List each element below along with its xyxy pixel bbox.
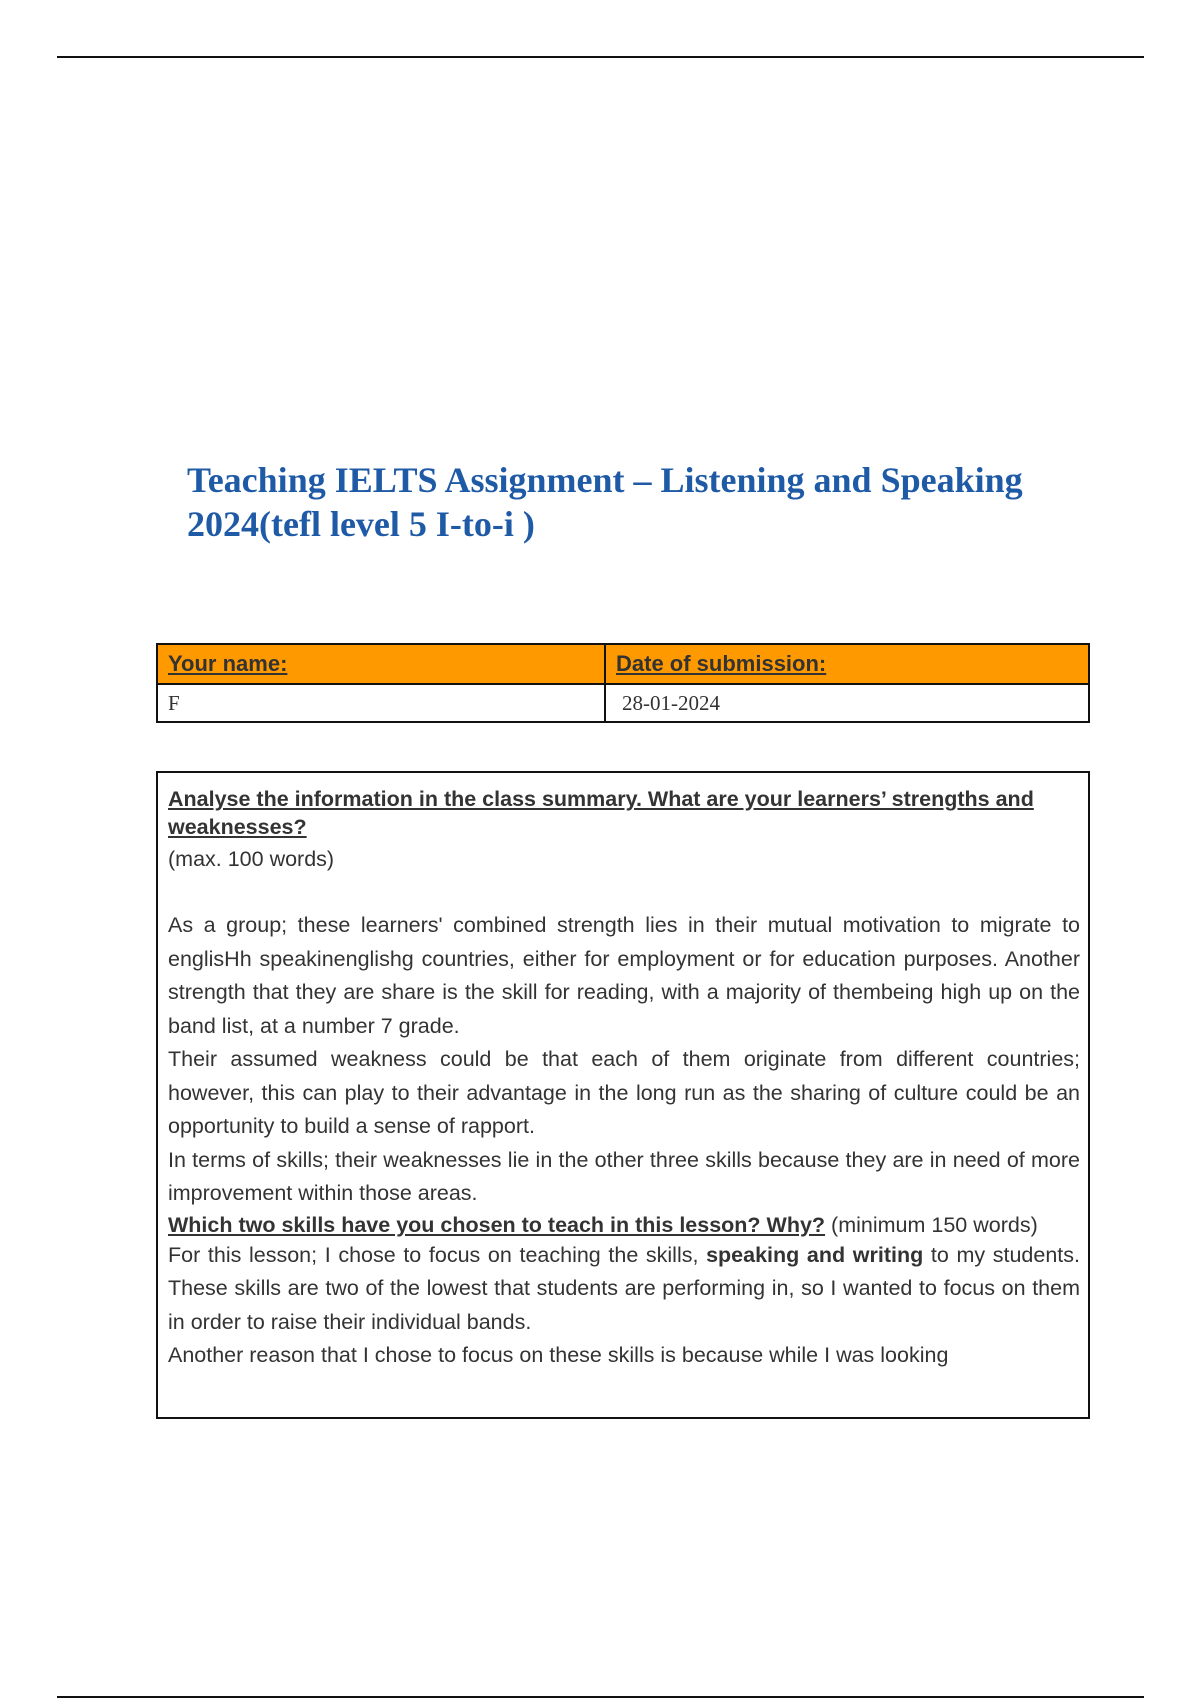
document-title xyxy=(187,458,1087,546)
answer-bold-skills: speaking and writing xyxy=(706,1242,924,1267)
info-value-row xyxy=(157,684,1089,722)
question-skills-chosen xyxy=(168,1211,1080,1239)
name-value: F xyxy=(157,684,605,722)
submission-info-table xyxy=(156,643,1090,723)
answer-text: For this lesson; I chose to focus on teaching the skills, xyxy=(168,1242,707,1267)
date-header: Date of submission: xyxy=(605,644,1089,684)
name-header: Your name: xyxy=(157,644,605,684)
question-skills-label: Which two skills have you chosen to teach in this lesson? Why? xyxy=(168,1212,826,1237)
answer-paragraph xyxy=(168,1239,1080,1340)
date-value: 28-01-2024 xyxy=(605,684,1089,722)
title-line-1: Teaching IELTS Assignment – Listening and Speaking xyxy=(187,460,1023,500)
answer-paragraph: In terms of skills; their weaknesses lie in the other three skills because they are in need of more improvement within those areas. xyxy=(168,1147,1080,1205)
answer-text: to my students. These skills are two of the lowest that students are performing in, so I wanted to focus on them in order to raise their individual bands. xyxy=(168,1242,1080,1334)
question-strengths-weaknesses: Analyse the information in the class summary. What are your learners’ strengths and weaknesses? xyxy=(168,787,1034,839)
word-limit-note: (max. 100 words) xyxy=(168,847,335,871)
answer-paragraph: Another reason that I chose to focus on these skills is because while I was looking xyxy=(168,1343,949,1367)
info-header-row xyxy=(157,644,1089,684)
top-rule xyxy=(57,56,1144,58)
title-line-2: 2024(tefl level 5 I-to-i ) xyxy=(187,504,535,544)
bottom-rule xyxy=(57,1696,1144,1698)
answer-paragraph: Their assumed weakness could be that each of them originate from different countries; however, this can play to their advantage in the long run as the sharing of culture could be an opportunity to build a sense of rapport. xyxy=(168,1047,1080,1138)
answer-box xyxy=(156,771,1090,1419)
word-minimum-note: (minimum 150 words) xyxy=(831,1212,1038,1237)
answer-paragraph: As a group; these learners' combined strength lies in their mutual motivation to migrate to englisHh speakinenglishg countries, either for employment or for education purposes. Another strength that they are share is the skill for reading, with a majority of thembeing high up on the band list, at a number 7 grade. xyxy=(168,913,1080,1038)
